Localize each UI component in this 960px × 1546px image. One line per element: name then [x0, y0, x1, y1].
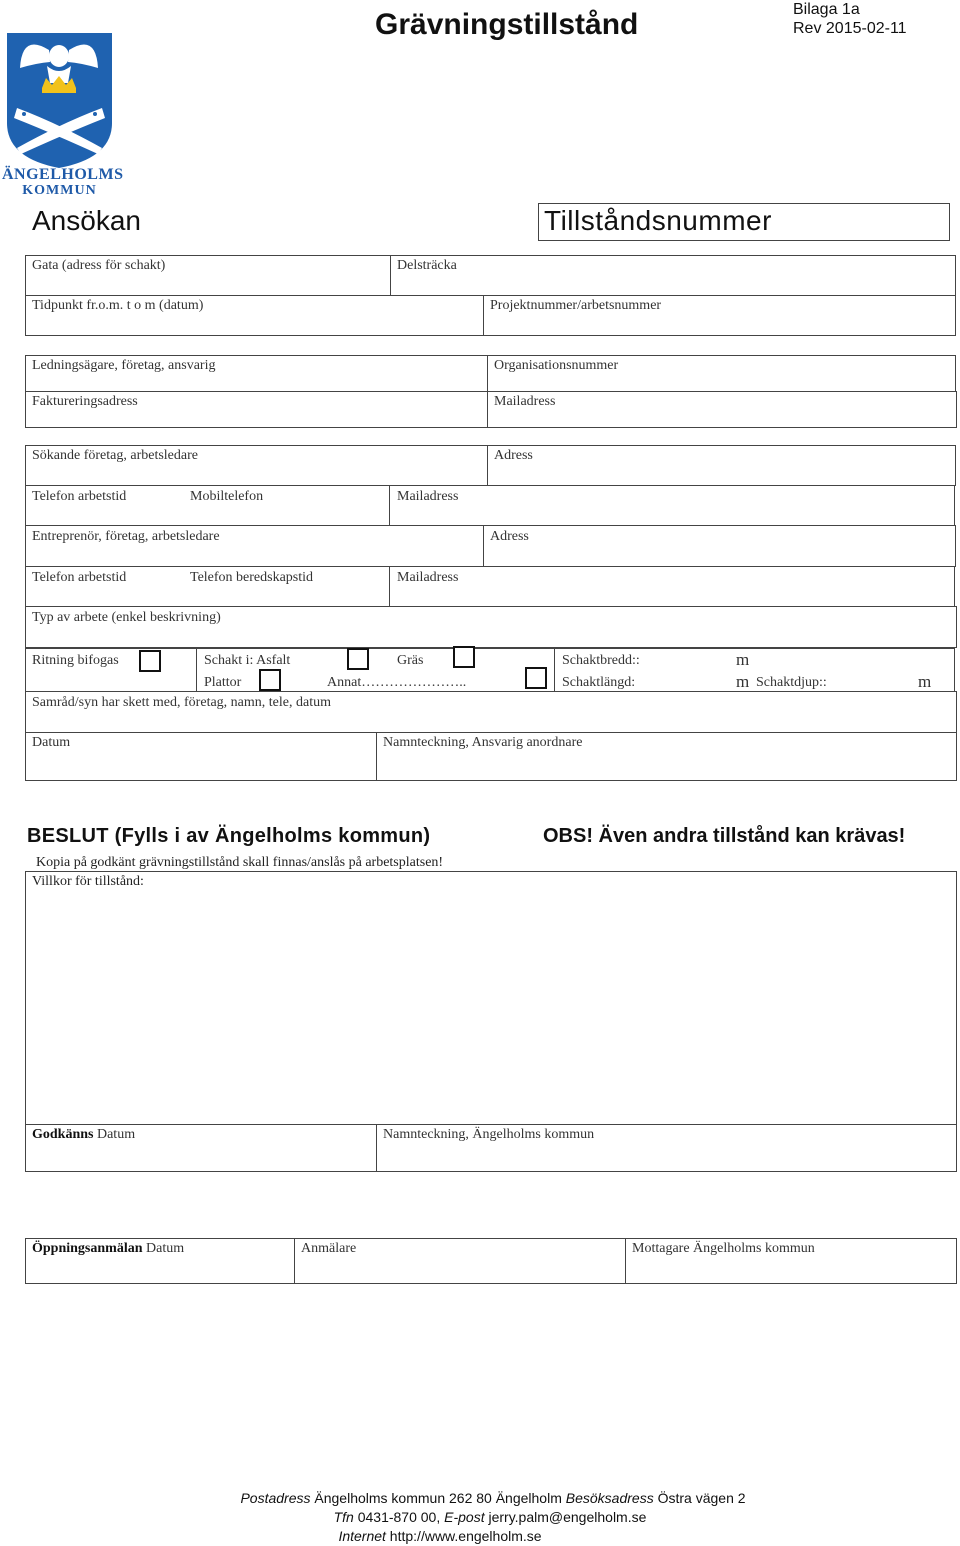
footer-web-value[interactable]: http://www.engelholm.se: [385, 1528, 542, 1544]
dig-details-divider-2: [554, 648, 555, 692]
approved-label-bold: Godkänns: [32, 1127, 94, 1142]
opening-label-date: Datum: [142, 1241, 185, 1256]
footer-visit-value: Östra vägen 2: [653, 1490, 746, 1506]
municipality-logo: [2, 28, 124, 200]
other-checkbox[interactable]: [525, 667, 547, 689]
date-field[interactable]: [25, 732, 377, 781]
other-permits-notice: OBS! Även andra tillstånd kan krävas!: [543, 825, 906, 847]
grass-label: Gräs: [397, 653, 424, 668]
applicant-contact-row: [25, 485, 955, 526]
applicant-label: Sökande företag, arbetsledare: [32, 448, 198, 463]
opening-label: [32, 1241, 184, 1257]
footer-email-value[interactable]: jerry.palm@engelholm.se: [484, 1509, 647, 1525]
footer-email-label: E-post: [444, 1509, 485, 1525]
footer-postal-value: Ängelholms kommun 262 80 Ängelholm: [310, 1490, 566, 1506]
street-label: Gata (adress för schakt): [32, 258, 166, 273]
document-title: Grävningstillstånd: [375, 8, 639, 41]
tiles-label: Plattor: [204, 675, 242, 690]
permit-number-label: Tillståndsnummer: [544, 205, 772, 236]
applicant-mobile-label: Mobiltelefon: [190, 489, 264, 504]
tiles-checkbox[interactable]: [259, 669, 281, 691]
depth-unit: m: [918, 672, 932, 691]
drawing-attached-label: Ritning bifogas: [32, 653, 119, 668]
width-unit: m: [736, 650, 750, 669]
applicant-mail-label: Mailadress: [397, 489, 459, 504]
footer-web-line: [0, 1528, 880, 1544]
footer-postal-label: Postadress: [240, 1490, 311, 1506]
signature-responsible-label: Namnteckning, Ansvarig anordnare: [383, 735, 583, 750]
applicant-address-field[interactable]: [487, 445, 956, 486]
opening-label-bold: Öppningsanmälan: [32, 1241, 143, 1256]
project-number-label: Projektnummer/arbetsnummer: [490, 298, 662, 313]
owner-divider: [25, 391, 488, 392]
applicant-address-label: Adress: [494, 448, 533, 463]
contractor-standby-label: Telefon beredskapstid: [190, 570, 314, 585]
footer-postal-line: [0, 1490, 960, 1506]
footer-phone-value: 0431-870 00,: [353, 1509, 445, 1525]
reporter-label: Anmälare: [301, 1241, 357, 1256]
work-type-label: Typ av arbete (enkel beskrivning): [32, 610, 221, 625]
section-field[interactable]: [390, 255, 956, 296]
billing-address-label: Faktureringsadress: [32, 394, 138, 409]
signature-municipality-label: Namnteckning, Ängelholms kommun: [383, 1127, 595, 1142]
asphalt-checkbox[interactable]: [347, 648, 369, 670]
application-heading: Ansökan: [32, 205, 141, 236]
decision-heading: BESLUT (Fylls i av Ängelholms kommun): [27, 825, 431, 847]
asphalt-label: Schakt i: Asfalt: [204, 653, 291, 668]
copy-note: Kopia på godkänt grävningstillstånd skall finnas/anslås på arbetsplatsen!: [36, 855, 444, 870]
coat-of-arms-icon: [2, 28, 117, 168]
contractor-address-label: Adress: [490, 529, 529, 544]
receiver-label: Mottagare Ängelholms kommun: [632, 1241, 815, 1256]
drawing-attached-checkbox[interactable]: [139, 650, 161, 672]
logo-text-line-1: ÄNGELHOLMS: [2, 166, 124, 183]
owner-label: Ledningsägare, företag, ansvarig: [32, 358, 216, 373]
applicant-contact-divider: [389, 485, 390, 526]
contractor-address-field[interactable]: [483, 525, 956, 567]
section-label: Delsträcka: [397, 258, 457, 273]
dig-details-divider-1: [196, 648, 197, 692]
owner-mail-field[interactable]: [487, 391, 957, 428]
length-unit: m: [736, 672, 750, 691]
contractor-contact-divider: [389, 566, 390, 607]
approved-label-date: Datum: [93, 1127, 136, 1142]
logo-text-line-2: KOMMUN: [22, 183, 97, 198]
contractor-mail-label: Mailadress: [397, 570, 459, 585]
footer-contact-line: [0, 1509, 960, 1525]
conditions-label: Villkor för tillstånd:: [32, 874, 144, 889]
length-label: Schaktlängd:: [562, 675, 636, 690]
footer-web-label: Internet: [338, 1528, 386, 1544]
owner-mail-label: Mailadress: [494, 394, 556, 409]
depth-label: Schaktdjup::: [756, 675, 827, 690]
applicant-phone-label: Telefon arbetstid: [32, 489, 127, 504]
contractor-phone-label: Telefon arbetstid: [32, 570, 127, 585]
org-number-label: Organisationsnummer: [494, 358, 619, 373]
other-label: Annat…………………..: [327, 675, 467, 690]
width-label: Schaktbredd::: [562, 653, 640, 668]
footer-visit-label: Besöksadress: [565, 1490, 654, 1506]
revision-label: Rev 2015-02-11: [793, 20, 907, 37]
contractor-label: Entreprenör, företag, arbetsledare: [32, 529, 220, 544]
time-label: Tidpunkt fr.o.m. t o m (datum): [32, 298, 204, 313]
conditions-field[interactable]: [25, 871, 957, 1125]
approved-label: [32, 1127, 135, 1143]
consultation-label: Samråd/syn har skett med, företag, namn, tele, datum: [32, 695, 331, 710]
grass-checkbox[interactable]: [453, 646, 475, 668]
date-label: Datum: [32, 735, 71, 750]
footer-phone-label: Tfn: [333, 1509, 354, 1525]
contractor-contact-row: [25, 566, 955, 607]
appendix-label: Bilaga 1a: [793, 1, 860, 18]
